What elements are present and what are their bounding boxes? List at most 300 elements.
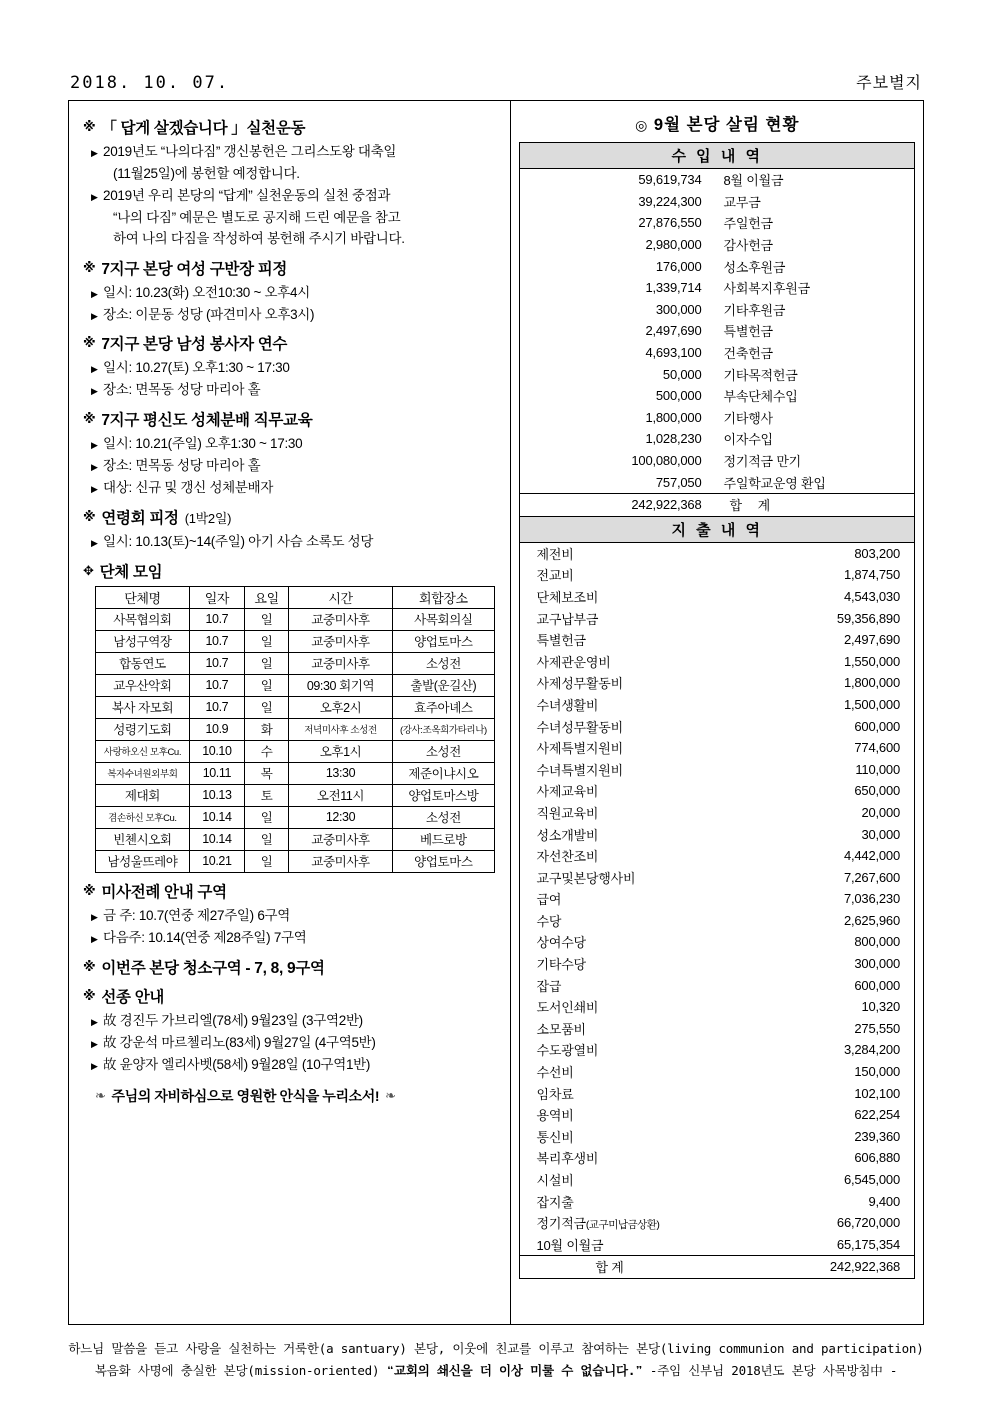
income-name: 8월 이월금 [723, 173, 784, 189]
income-name: 성소후원금 [723, 259, 786, 275]
income-row [520, 363, 915, 385]
cell-time: 12:30 [289, 806, 392, 828]
triangle-bullet-icon: ▶ [91, 933, 98, 944]
expense-row [520, 866, 915, 888]
cell-day: 일 [244, 652, 288, 674]
expense-name: 교구납부금 [536, 611, 599, 627]
expense-row [520, 1126, 915, 1148]
expense-amount: 803,200 [854, 545, 900, 561]
bullet-text: 일시: 10.23(화) 오전10:30 ~ 오후4시 [103, 284, 310, 300]
expense-name: 잡급 [536, 978, 562, 994]
expense-amount: 6,545,000 [843, 1172, 900, 1188]
income-row [520, 169, 915, 191]
expense-name: 통신비 [536, 1129, 574, 1145]
finance-title-text: 9월 본당 살림 현황 [653, 116, 800, 134]
column-header: 요일 [244, 586, 288, 608]
expense-name: 용역비 [536, 1108, 574, 1124]
expense-row [520, 758, 915, 780]
section-title: 7지구 평신도 성체분배 직무교육 [101, 412, 313, 430]
cell-day: 일 [244, 608, 288, 630]
expense-name: 사제교육비 [536, 784, 599, 800]
table-row [96, 696, 495, 718]
expense-row [520, 1147, 915, 1169]
expense-row [520, 845, 915, 867]
expense-name: 10월 이월금 [536, 1237, 604, 1253]
triangle-bullet-icon: ▶ [91, 386, 98, 397]
expense-row [520, 1234, 915, 1256]
expense-row [520, 910, 915, 932]
triangle-bullet-icon: ▶ [91, 1060, 98, 1071]
cell-day: 일 [244, 806, 288, 828]
section-title: 미사전례 안내 구역 [101, 883, 227, 901]
bullet-text: 금 주: 10.7(연중 제27주일) 6구역 [103, 907, 291, 923]
expense-amount: 30,000 [861, 826, 900, 842]
expense-row [520, 672, 915, 694]
bulletin-label: 주보별지 [856, 75, 922, 92]
income-name: 감사헌금 [723, 238, 773, 254]
expense-name: 시설비 [536, 1173, 574, 1189]
triangle-bullet-icon: ▶ [91, 440, 98, 451]
expense-name: 소모품비 [536, 1021, 586, 1037]
cell-date: 10.10 [189, 740, 244, 762]
cell-date: 10.14 [189, 806, 244, 828]
footer-line-2c: ❞ -주임 신부님 2018년도 본당 사목방침中 - [635, 1362, 898, 1378]
leaf-left-icon: ❧ [95, 1087, 106, 1103]
expense-row [520, 1082, 915, 1104]
income-amount: 757,050 [655, 474, 702, 490]
cell-place: 양업토마스 [392, 850, 494, 872]
cell-day: 목 [244, 762, 288, 784]
income-row [520, 191, 915, 213]
cell-place: 출발(운길산) [392, 674, 494, 696]
bullet-item [91, 186, 500, 207]
asterisk-icon: ※ [83, 119, 96, 134]
income-name: 기타목적헌금 [723, 367, 798, 383]
bullet-text: 장소: 면목동 성당 마리아 홀 [103, 458, 261, 474]
cell-date: 10.13 [189, 784, 244, 806]
expense-row [520, 715, 915, 737]
table-row [96, 652, 495, 674]
finance-title [519, 111, 915, 135]
income-name: 주일헌금 [723, 216, 773, 232]
cell-day: 화 [244, 718, 288, 740]
triangle-bullet-icon: ▶ [91, 310, 98, 321]
expense-row [520, 996, 915, 1018]
section-subtitle: (1박2일) [184, 510, 232, 526]
section-title: 7지구 본당 여성 구반장 피정 [101, 260, 288, 278]
expense-row [520, 780, 915, 802]
expense-name: 제전비 [536, 546, 574, 562]
section-title: 선종 안내 [101, 988, 165, 1006]
table-row [96, 740, 495, 762]
content-frame [68, 100, 924, 1325]
cell-day: 일 [244, 630, 288, 652]
group-meeting-heading [83, 560, 500, 582]
cell-name: 남성구역장 [96, 630, 190, 652]
expense-row [520, 931, 915, 953]
income-row [520, 342, 915, 364]
expense-amount: 150,000 [854, 1064, 900, 1080]
expense-name-note: (교구미납금상환) [585, 1219, 660, 1232]
expense-row [520, 586, 915, 608]
expense-amount: 2,625,960 [843, 912, 900, 928]
section-heading [83, 408, 500, 430]
income-amount: 2,980,000 [645, 237, 702, 253]
income-row [520, 471, 915, 493]
expense-total-label: 합 계 [520, 1256, 763, 1279]
income-amount: 50,000 [662, 366, 702, 382]
expense-name: 정기적금(교구미납금상환) [536, 1216, 660, 1232]
expense-amount: 65,175,354 [836, 1236, 900, 1252]
closing-prayer [95, 1086, 500, 1106]
income-total-label: 합 계 [717, 493, 914, 516]
income-name: 정기적금 만기 [723, 454, 802, 470]
asterisk-icon: ※ [83, 882, 96, 898]
asterisk-icon: ※ [83, 958, 96, 974]
column-header: 시간 [289, 586, 392, 608]
cell-time: 저녁미사후 소성전 [289, 718, 392, 740]
expense-amount: 10,320 [861, 999, 900, 1015]
income-amount: 2,497,690 [645, 323, 702, 339]
expense-name: 수녀생활비 [536, 697, 599, 713]
group-meeting-table [95, 586, 495, 873]
cell-time: 오후1시 [289, 740, 392, 762]
cell-name: 복사 자모회 [96, 696, 190, 718]
expense-row [520, 823, 915, 845]
bullet-item [91, 142, 500, 163]
leaf-right-icon: ❧ [385, 1087, 396, 1103]
expense-amount: 606,880 [854, 1150, 900, 1166]
cell-date: 10.21 [189, 850, 244, 872]
expense-amount: 2,497,690 [843, 632, 900, 648]
bullet-text: 일시: 10.21(주일) 오후1:30 ~ 17:30 [103, 436, 303, 452]
expense-amount: 59,356,890 [836, 610, 900, 626]
bullet-text: 장소: 이문동 성당 (파견미사 오후3시) [103, 306, 315, 322]
closing-text: 주님의 자비하심으로 영원한 안식을 누리소서! [111, 1087, 380, 1104]
expense-name: 사제관운영비 [536, 654, 611, 670]
asterisk-icon: ※ [83, 335, 96, 351]
income-total-row [520, 493, 915, 516]
table-row [96, 718, 495, 740]
cell-name: 교우산악회 [96, 674, 190, 696]
income-row [520, 234, 915, 256]
cell-name: 성령기도회 [96, 718, 190, 740]
cell-name: 빈첸시오회 [96, 828, 190, 850]
asterisk-icon: ※ [83, 987, 96, 1003]
cell-date: 10.14 [189, 828, 244, 850]
expense-name: 수녀성무활동비 [536, 719, 623, 735]
expense-name: 상여수당 [536, 935, 586, 951]
expense-name: 수당 [536, 913, 562, 929]
triangle-bullet-icon: ▶ [91, 191, 98, 202]
cell-time: 교중미사후 [289, 828, 392, 850]
income-amount: 300,000 [655, 301, 702, 317]
income-row [520, 320, 915, 342]
bullet-text: 故 강운석 마르첼리노(83세) 9월27일 (4구역5반) [103, 1034, 376, 1050]
cell-time: 오후2시 [289, 696, 392, 718]
expense-amount: 102,100 [854, 1085, 900, 1101]
expense-amount: 3,284,200 [843, 1042, 900, 1058]
expense-name: 전교비 [536, 568, 574, 584]
table-row [96, 608, 495, 630]
table-body [96, 608, 495, 872]
income-amount: 176,000 [655, 258, 702, 274]
cell-place: 양업토마스방 [392, 784, 494, 806]
income-amount: 1,800,000 [645, 409, 702, 425]
column-header: 단체명 [96, 586, 190, 608]
left-column [69, 101, 511, 1324]
cell-day: 일 [244, 696, 288, 718]
income-name: 건축헌금 [723, 346, 773, 362]
expense-name: 사제성무활동비 [536, 676, 623, 692]
income-amount: 59,619,734 [638, 172, 702, 188]
triangle-bullet-icon: ▶ [91, 911, 98, 922]
cell-place: 소성전 [392, 806, 494, 828]
announcement-sections [81, 116, 500, 553]
expense-name: 교구및본당행사비 [536, 870, 636, 886]
income-amount: 100,080,000 [631, 453, 702, 469]
expense-amount: 239,360 [854, 1128, 900, 1144]
expense-row [520, 1061, 915, 1083]
section-title: 「 답게 살겠습니다 」실천운동 [101, 120, 306, 137]
income-row [520, 450, 915, 472]
page-footer [68, 1338, 924, 1382]
bullet-text: 일시: 10.13(토)~14(주일) 아기 사슴 소록도 성당 [103, 534, 374, 550]
expense-row [520, 564, 915, 586]
expense-amount: 300,000 [854, 956, 900, 972]
continuation-text: 하여 나의 다짐을 작성하여 봉헌해 주시기 바랍니다. [113, 230, 405, 246]
expense-amount: 1,550,000 [843, 653, 900, 669]
cell-time: 교중미사후 [289, 652, 392, 674]
cell-name: 복자수녀원외부회 [96, 762, 190, 784]
bullet-item [91, 305, 500, 326]
expense-name: 성소개발비 [536, 827, 599, 843]
cell-date: 10.7 [189, 608, 244, 630]
expense-row [520, 737, 915, 759]
income-name: 부속단체수입 [723, 389, 798, 405]
cell-name: 제대회 [96, 784, 190, 806]
section-title: 7지구 본당 남성 봉사자 연수 [101, 336, 288, 354]
expense-name: 특별헌금 [536, 633, 586, 649]
cell-time: 13:30 [289, 762, 392, 784]
income-band: 수 입 내 역 [519, 142, 915, 169]
expense-amount: 774,600 [854, 740, 900, 756]
income-row [520, 428, 915, 450]
income-row [520, 299, 915, 321]
footer-line-1: 하느님 말씀을 듣고 사랑을 실천하는 거룩한(a santuary) 본당, 이웃에 친교를 이루고 참여하는 본당(living communion and participation) [68, 1341, 924, 1356]
footer-line-2a: 복음화 사명에 충실한 본당(mission-oriented) ❝ [94, 1362, 394, 1378]
expense-amount: 7,036,230 [843, 891, 900, 907]
section-heading [83, 332, 500, 354]
bullet-text: 2019년도 “나의다짐” 갱신봉헌은 그리스도왕 대축일 [103, 144, 397, 159]
income-row [520, 407, 915, 429]
cell-place: 소성전 [392, 652, 494, 674]
expense-amount: 1,500,000 [843, 696, 900, 712]
section-heading [83, 257, 500, 279]
cell-date: 10.7 [189, 674, 244, 696]
triangle-bullet-icon: ▶ [91, 288, 98, 299]
bullet-text: 대상: 신규 및 갱신 성체분배자 [103, 480, 274, 496]
expense-amount: 4,442,000 [843, 848, 900, 864]
continuation-text: (11월25일)에 봉헌할 예정합니다. [113, 165, 300, 181]
table-row [96, 828, 495, 850]
bullet-text: 다음주: 10.14(연중 제28주일) 7구역 [103, 929, 307, 945]
bullet-item [91, 456, 500, 477]
announcement-sections-2 [81, 880, 500, 1076]
cell-place: 사목회의실 [392, 608, 494, 630]
cell-name: 합동연도 [96, 652, 190, 674]
expense-row [520, 650, 915, 672]
table-row [96, 674, 495, 696]
expense-amount: 600,000 [854, 977, 900, 993]
expense-amount: 1,800,000 [843, 675, 900, 691]
section-heading [83, 506, 500, 528]
expense-amount: 650,000 [854, 783, 900, 799]
bullet-text: 故 윤양자 엘리사벳(58세) 9월28일 (10구역1반) [103, 1056, 371, 1072]
expense-amount: 9,400 [868, 1193, 900, 1209]
expense-amount: 800,000 [854, 934, 900, 950]
cell-day: 일 [244, 828, 288, 850]
cell-place: 효주아녜스 [392, 696, 494, 718]
cell-date: 10.7 [189, 696, 244, 718]
expense-band: 지 출 내 역 [519, 517, 915, 543]
expense-row [520, 1104, 915, 1126]
expense-amount: 275,550 [854, 1020, 900, 1036]
table-header-row [96, 586, 495, 608]
bullet-item [91, 532, 500, 553]
table-row [96, 806, 495, 828]
bullet-text: 장소: 면목동 성당 마리아 홀 [103, 382, 261, 398]
expense-name: 직원교육비 [536, 805, 599, 821]
expense-name: 도서인쇄비 [536, 1000, 599, 1016]
expense-row [520, 953, 915, 975]
expense-amount: 66,720,000 [836, 1215, 900, 1231]
triangle-bullet-icon: ▶ [91, 1016, 98, 1027]
column-header: 일자 [189, 586, 244, 608]
asterisk-icon: ※ [83, 411, 96, 427]
bullet-item [91, 283, 500, 304]
cell-time: 교중미사후 [289, 850, 392, 872]
expense-name: 기타수당 [536, 957, 586, 973]
expense-name: 사제특별지원비 [536, 741, 623, 757]
expense-amount: 622,254 [854, 1107, 900, 1123]
cell-day: 수 [244, 740, 288, 762]
income-amount: 4,693,100 [645, 345, 702, 361]
expense-amount: 600,000 [854, 718, 900, 734]
bullet-text: 일시: 10.27(토) 오후1:30 ~ 17:30 [103, 360, 290, 376]
triangle-bullet-icon: ▶ [91, 1038, 98, 1049]
cell-day: 토 [244, 784, 288, 806]
expense-amount: 1,874,750 [843, 567, 900, 583]
cell-name: 사목협의회 [96, 608, 190, 630]
income-amount: 27,876,550 [638, 215, 702, 231]
flower-icon: ✥ [83, 562, 94, 578]
expense-name: 단체보조비 [536, 589, 599, 605]
expense-row [520, 802, 915, 824]
income-row [520, 277, 915, 299]
table-row [96, 850, 495, 872]
bullet-item [91, 1033, 500, 1054]
income-row [520, 212, 915, 234]
cell-time: 교중미사후 [289, 630, 392, 652]
cell-date: 10.7 [189, 630, 244, 652]
cell-day: 일 [244, 674, 288, 696]
section-heading [83, 956, 500, 978]
cell-place: 소성전 [392, 740, 494, 762]
group-meeting-title: 단체 모임 [99, 563, 163, 581]
expense-name: 복리후생비 [536, 1151, 599, 1167]
expense-row [520, 1212, 915, 1234]
income-name: 주일학교운영 환입 [723, 475, 826, 491]
section-title: 연령회 피정 [101, 510, 179, 528]
bullet-text: 故 경진두 가브리엘(78세) 9월23일 (3구역2반) [103, 1012, 363, 1028]
triangle-bullet-icon: ▶ [91, 462, 98, 473]
expense-row [520, 629, 915, 651]
expense-name: 자선찬조비 [536, 849, 599, 865]
cell-date: 10.7 [189, 652, 244, 674]
continuation-text: “나의 다짐” 예문은 별도로 공지해 드린 예문을 참고 [113, 209, 401, 225]
footer-line-2 [68, 1360, 924, 1382]
cell-date: 10.9 [189, 718, 244, 740]
expense-row [520, 974, 915, 996]
expense-name: 수선비 [536, 1065, 574, 1081]
bullet-item [91, 1055, 500, 1076]
expense-table [519, 543, 915, 1279]
cell-place: 제준이냐시오 [392, 762, 494, 784]
expense-name: 수녀특별지원비 [536, 762, 623, 778]
expense-name: 임차료 [536, 1086, 574, 1102]
cell-time: 교중미사후 [289, 608, 392, 630]
cell-day: 일 [244, 850, 288, 872]
cell-date: 10.11 [189, 762, 244, 784]
table-row [96, 762, 495, 784]
bullet-item [91, 906, 500, 927]
cell-name: 남성울뜨레야 [96, 850, 190, 872]
bullet-item [91, 358, 500, 379]
bullet-item [91, 380, 500, 401]
income-table [519, 169, 915, 517]
expense-row [520, 888, 915, 910]
cell-place: (강사:조옥희가타리나) [392, 718, 494, 740]
expense-row [520, 1018, 915, 1040]
cell-time: 09:30 회기역 [289, 674, 392, 696]
cell-name: 겸손하신 모후Cu. [96, 806, 190, 828]
bullet-item [91, 478, 500, 499]
table-row [96, 630, 495, 652]
expense-row [520, 694, 915, 716]
income-amount: 39,224,300 [638, 193, 702, 209]
triangle-bullet-icon: ▶ [91, 484, 98, 495]
expense-row [520, 1190, 915, 1212]
triangle-bullet-icon: ▶ [91, 538, 98, 549]
income-row [520, 385, 915, 407]
expense-row [520, 1169, 915, 1191]
income-name: 이자수입 [723, 432, 773, 448]
expense-amount: 4,543,030 [843, 588, 900, 604]
expense-name: 급여 [536, 892, 562, 908]
bullet-item [91, 434, 500, 455]
diamond-icon: ◎ [635, 117, 649, 133]
asterisk-icon: ※ [83, 259, 96, 275]
expense-total-row [520, 1256, 915, 1279]
column-header: 회합장소 [392, 586, 494, 608]
cell-place: 양업토마스 [392, 630, 494, 652]
page-header [70, 70, 922, 93]
asterisk-icon: ※ [83, 509, 96, 525]
income-total-amount: 242,922,368 [520, 493, 718, 516]
right-column [511, 101, 923, 1324]
bullet-text: 2019년 우리 본당의 “답게” 실천운동의 실천 중점과 [103, 187, 391, 203]
